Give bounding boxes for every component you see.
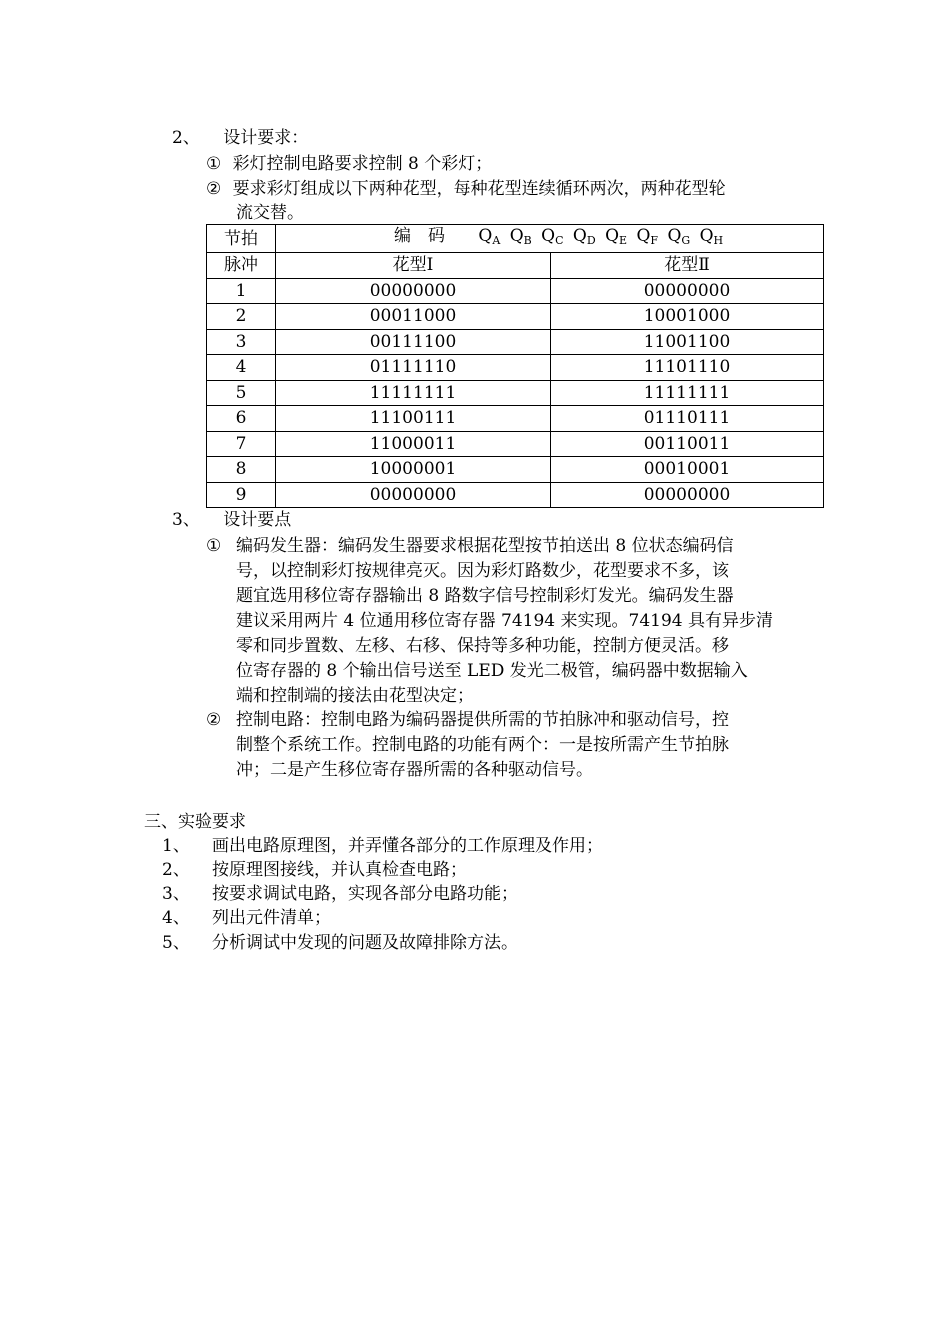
pattern-table [206, 224, 824, 508]
beat-cell: 6 [207, 406, 276, 432]
design-point-marker: ② [206, 710, 222, 730]
item-text-continuation: 流交替。 [236, 203, 304, 223]
beat-cell: 8 [207, 457, 276, 483]
pattern-2-cell: 11101110 [551, 355, 824, 381]
section-2-heading [172, 126, 308, 150]
paragraph-line: 冲；二是产生移位寄存器所需的各种驱动信号。 [236, 760, 593, 780]
q-output-label: $Q_E$ [605, 226, 628, 247]
table-row [207, 329, 824, 355]
pattern-1-cell: 00111100 [276, 329, 551, 355]
beat-cell: 7 [207, 431, 276, 457]
pattern-1-cell: 10000001 [276, 457, 551, 483]
q-output-label: $Q_F$ [636, 226, 659, 247]
list-item [162, 834, 603, 858]
paragraph-line: 制整个系统工作。控制电路的功能有两个：一是按所需产生节拍脉 [236, 735, 729, 755]
list-text: 列出元件清单； [212, 908, 331, 928]
pattern-2-cell: 00110011 [551, 431, 824, 457]
list-item [162, 882, 518, 906]
section-number: 3、 [172, 510, 200, 530]
item-text: 彩灯控制电路要求控制 8 个彩灯； [232, 154, 493, 174]
q-output-label: $Q_B$ [509, 226, 532, 247]
table-row [207, 482, 824, 508]
section-title: 设计要点 [223, 510, 292, 530]
item-marker: ① [206, 154, 222, 174]
table-row [207, 278, 824, 304]
paragraph-line: 建议采用两片 4 位通用移位寄存器 74194 来实现。74194 具有异步清 [236, 611, 773, 631]
pattern-2-cell: 01110111 [551, 406, 824, 432]
list-number: 2、 [162, 860, 190, 880]
pattern-1-cell: 00000000 [276, 278, 551, 304]
pattern-2-cell: 11111111 [551, 380, 824, 406]
list-text: 画出电路原理图，并弄懂各部分的工作原理及作用； [212, 836, 603, 856]
q-output-label: $Q_H$ [699, 226, 724, 247]
pattern-2-cell: 00000000 [551, 278, 824, 304]
code-label: 编 码 [394, 226, 445, 246]
table-header-row [207, 225, 824, 253]
pattern-2-cell: 11001100 [551, 329, 824, 355]
paragraph-line: 题宜选用移位寄存器输出 8 路数字信号控制彩灯发光。编码发生器 [236, 586, 734, 606]
beat-cell: 3 [207, 329, 276, 355]
pattern-1-cell: 00011000 [276, 304, 551, 330]
item-text: 要求彩灯组成以下两种花型，每种花型连续循环两次，两种花型轮 [232, 179, 726, 199]
design-point-marker: ① [206, 536, 222, 556]
pattern-2-cell: 00010001 [551, 457, 824, 483]
q-output-label: $Q_G$ [667, 226, 691, 247]
table-row [207, 355, 824, 381]
pattern-1-cell: 11100111 [276, 406, 551, 432]
list-text: 按原理图接线，并认真检查电路； [212, 860, 467, 880]
paragraph-line: 位寄存器的 8 个输出信号送至 LED 发光二极管，编码器中数据输入 [236, 661, 748, 681]
section-number: 2、 [172, 128, 200, 148]
beat-header: 脉冲 [207, 253, 276, 279]
table-row [207, 304, 824, 330]
design-point-encoder [236, 534, 773, 709]
table-row [207, 406, 824, 432]
pattern-1-header: 花型Ⅰ [276, 253, 551, 279]
q-outputs [478, 225, 727, 252]
pattern-2-header: 花型Ⅱ [551, 253, 824, 279]
paragraph-line: 编码发生器：编码发生器要求根据花型按节拍送出 8 位状态编码信 [236, 536, 734, 556]
paragraph-line: 控制电路：控制电路为编码器提供所需的节拍脉冲和驱动信号，控 [236, 710, 729, 730]
beat-cell: 1 [207, 278, 276, 304]
beat-cell: 5 [207, 380, 276, 406]
pattern-2-cell: 10001000 [551, 304, 824, 330]
code-header [276, 225, 824, 253]
pattern-1-cell: 11111111 [276, 380, 551, 406]
experiment-heading: 三、实验要求 [144, 812, 246, 832]
paragraph-line: 号，以控制彩灯按规律亮灭。因为彩灯路数少，花型要求不多，该 [236, 561, 729, 581]
list-number: 4、 [162, 908, 190, 928]
item-marker: ② [206, 179, 222, 199]
requirement-item [206, 152, 492, 176]
requirement-item [206, 177, 726, 201]
table-row [207, 380, 824, 406]
paragraph-line: 零和同步置数、左移、右移、保持等多种功能，控制方便灵活。移 [236, 636, 729, 656]
pattern-1-cell: 01111110 [276, 355, 551, 381]
beat-cell: 2 [207, 304, 276, 330]
q-output-label: $Q_A$ [478, 226, 501, 247]
q-output-label: $Q_D$ [572, 226, 596, 247]
list-number: 3、 [162, 884, 190, 904]
pattern-1-cell: 11000011 [276, 431, 551, 457]
list-number: 5、 [162, 933, 190, 953]
list-text: 分析调试中发现的问题及故障排除方法。 [212, 933, 518, 953]
table-header-row [207, 253, 824, 279]
pattern-1-cell: 00000000 [276, 482, 551, 508]
table-row [207, 457, 824, 483]
list-item [162, 931, 518, 955]
beat-header: 节拍 [207, 225, 276, 253]
table-row [207, 431, 824, 457]
beat-cell: 4 [207, 355, 276, 381]
section-title: 设计要求： [223, 128, 309, 148]
design-point-control [236, 708, 729, 783]
q-output-label: $Q_C$ [541, 226, 564, 247]
list-number: 1、 [162, 836, 190, 856]
paragraph-line: 端和控制端的接法由花型决定； [236, 686, 474, 706]
beat-cell: 9 [207, 482, 276, 508]
pattern-2-cell: 00000000 [551, 482, 824, 508]
section-3-heading [172, 508, 291, 532]
list-item [162, 858, 467, 882]
list-item [162, 906, 331, 930]
list-text: 按要求调试电路，实现各部分电路功能； [212, 884, 518, 904]
